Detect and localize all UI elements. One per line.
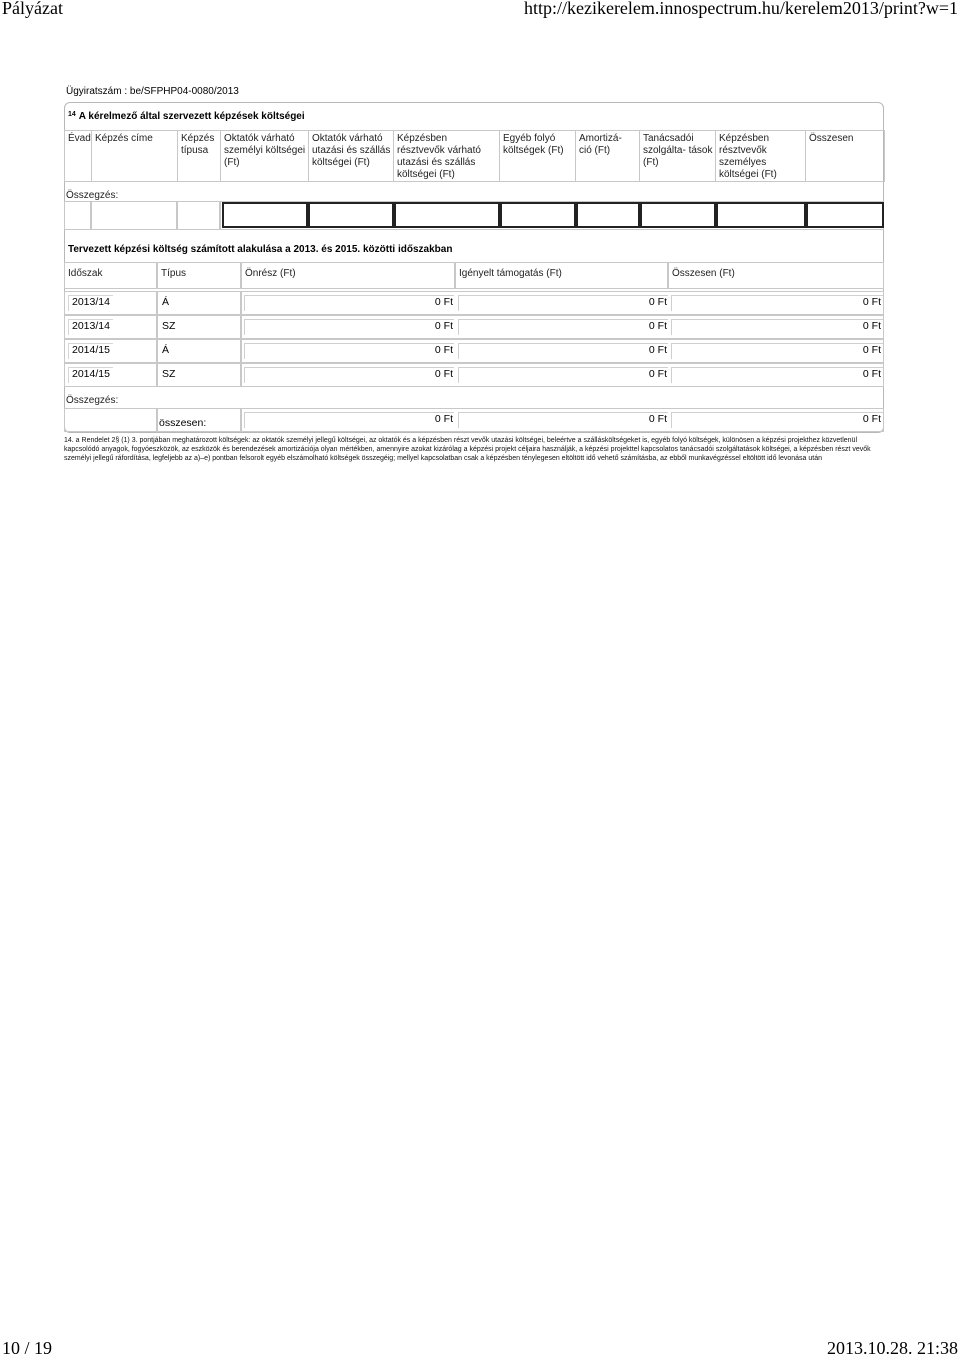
type-cell: SZ (162, 320, 176, 332)
sum-label: összesen: (159, 417, 207, 429)
col-header: Évad (65, 131, 92, 182)
col-header: Igényelt támogatás (Ft) (455, 262, 668, 289)
section1-title (68, 111, 305, 122)
col-header: Tanácsadói szolgálta- tások (Ft) (640, 131, 716, 182)
summary-row (64, 201, 884, 230)
section1-title-text: A kérelmező által szervezett képzések költségei (78, 111, 305, 122)
type-cell: Á (162, 344, 170, 356)
print-footer-page: 10 / 19 (2, 1338, 53, 1358)
period-cell: 2013/14 (72, 296, 110, 308)
sum-field[interactable] (576, 202, 640, 228)
type-cell: SZ (162, 368, 176, 380)
table-row (64, 339, 884, 363)
table-row (64, 363, 884, 387)
sum-field[interactable] (308, 202, 394, 228)
total-cell: 0 Ft (862, 344, 881, 356)
summary-label: Összegzés: (66, 190, 119, 201)
col-header: Képzés típusa (178, 131, 221, 182)
period-cell: 2013/14 (72, 320, 110, 332)
own-cell: 0 Ft (434, 320, 453, 332)
col-header: Képzés címe (92, 131, 178, 182)
sum-field[interactable] (222, 202, 308, 228)
col-header: Oktatók várható utazási és szállás költségei (Ft) (309, 131, 394, 182)
table-row (64, 291, 884, 315)
requested-cell: 0 Ft (648, 368, 667, 380)
col-header: Önrész (Ft) (241, 262, 455, 289)
document-number: Ügyiratszám : be/SFPHP04-0080/2013 (66, 86, 239, 97)
sum-field[interactable] (806, 202, 884, 228)
requested-sum: 0 Ft (648, 413, 667, 425)
period-cell: 2014/15 (72, 368, 110, 380)
print-footer-datetime: 2013.10.28. 21:38 (826, 1338, 958, 1358)
section2-title: Tervezett képzési költség számított alakulása a 2013. és 2015. közötti időszakban (68, 244, 453, 255)
type-cell: Á (162, 296, 170, 308)
period-cell: 2014/15 (72, 344, 110, 356)
summary-label: Összegzés: (66, 395, 119, 406)
requested-cell: 0 Ft (648, 344, 667, 356)
own-cell: 0 Ft (434, 368, 453, 380)
summary-cell (64, 201, 91, 230)
requested-cell: 0 Ft (648, 296, 667, 308)
sum-field[interactable] (394, 202, 500, 228)
total-cell: 0 Ft (862, 368, 881, 380)
col-header: Időszak (64, 262, 157, 289)
table-row (64, 315, 884, 339)
total-sum: 0 Ft (862, 413, 881, 425)
footnote-text: 14. a Rendelet 2§ (1) 3. pontjában meghatározott költségek: az oktatók személyi jellegű költségei, az oktatók és a képzésben részt vevők utazási költségei, beleértve a szállásköltségeket is, egyéb folyó költségek, különösen a képzési projekthez közvetlenül kapcsolódó anyagok, fogyóeszközök, az eszközök és berendezések amortizációja olyan mértékben, amennyire azokat kizárólag a képzési projekt céljaira használják, a képzési projekttel kapcsolatos tanácsadói szolgáltatások költségei, a képzésben részt vevők személyi jellegű ráfordítása, legfeljebb az a)–e) pontban felsorolt egyéb elszámolható költségek összegéig; mellyel kapcsolatban csak a képzésben ténylegesen eltöltött idő vehető számításba, az ebből munkavégzéssel eltöltött idő levonása után (64, 437, 871, 462)
total-cell: 0 Ft (862, 296, 881, 308)
sum-row (64, 408, 884, 432)
own-cell: 0 Ft (434, 296, 453, 308)
col-header: Képzésben résztvevők személyes költségei (Ft) (716, 131, 806, 182)
col-header: Oktatók várható személyi költségei (Ft) (221, 131, 309, 182)
training-costs-table (64, 130, 885, 182)
print-header-title: Pályázat (2, 0, 63, 18)
sum-field[interactable] (640, 202, 716, 228)
sum-field[interactable] (716, 202, 806, 228)
total-cell: 0 Ft (862, 320, 881, 332)
requested-cell: 0 Ft (648, 320, 667, 332)
col-header: Amortizá- ció (Ft) (576, 131, 640, 182)
col-header: Összesen (806, 131, 885, 182)
own-cell: 0 Ft (434, 344, 453, 356)
footnote-ref: 14 (68, 111, 76, 118)
col-header: Összesen (Ft) (668, 262, 884, 289)
table-header-row (65, 131, 885, 182)
summary-cell (177, 201, 220, 230)
summary-cell (91, 201, 177, 230)
period-table-header (64, 262, 884, 291)
own-sum: 0 Ft (434, 413, 453, 425)
sum-field[interactable] (500, 202, 576, 228)
print-header-url: http://kezikerelem.innospectrum.hu/kerelem2013/print?w=1 (523, 0, 958, 18)
col-header: Egyéb folyó költségek (Ft) (500, 131, 576, 182)
col-header: Képzésben résztvevők várható utazási és szállás költségei (Ft) (394, 131, 500, 182)
col-header: Típus (157, 262, 241, 289)
